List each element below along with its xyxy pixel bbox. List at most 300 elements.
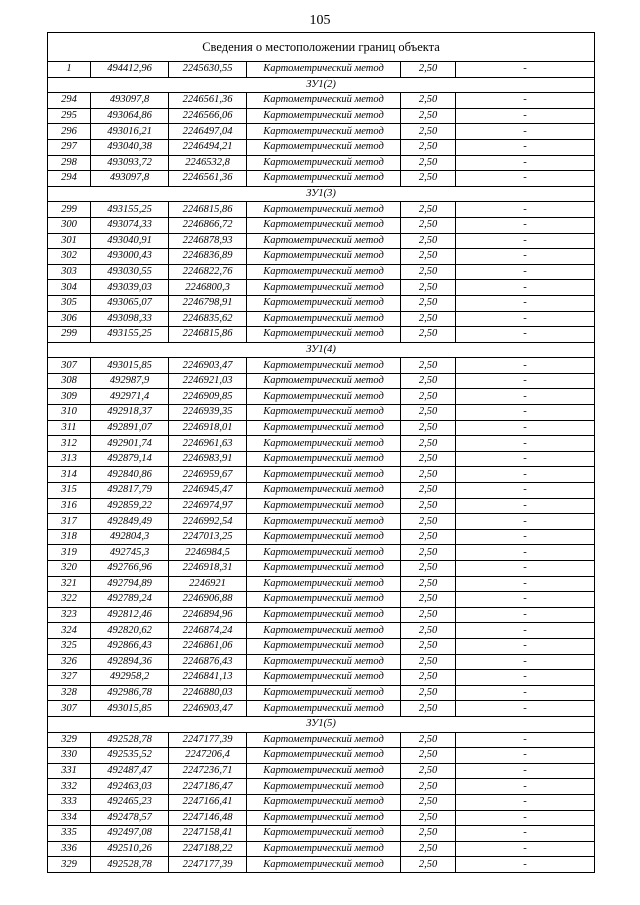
accuracy-cell: 2,50 — [401, 311, 456, 327]
accuracy-cell: 2,50 — [401, 93, 456, 109]
coord-y-cell: 2246497,04 — [169, 124, 247, 140]
point-number-cell: 335 — [48, 826, 91, 842]
coord-x-cell: 493039,03 — [91, 280, 169, 296]
description-cell: - — [456, 264, 595, 280]
point-number-cell: 323 — [48, 607, 91, 623]
section-header-row — [48, 186, 595, 202]
coord-y-cell: 2246822,76 — [169, 264, 247, 280]
table-row — [48, 685, 595, 701]
method-cell: Картометрический метод — [247, 561, 401, 577]
method-cell: Картометрический метод — [247, 202, 401, 218]
table-title: Сведения о местоположении границ объекта — [48, 33, 595, 62]
section-header-row — [48, 716, 595, 732]
description-cell: - — [456, 327, 595, 343]
accuracy-cell: 2,50 — [401, 607, 456, 623]
coord-y-cell: 2246921,03 — [169, 373, 247, 389]
coord-y-cell: 2246983,91 — [169, 451, 247, 467]
description-cell: - — [456, 514, 595, 530]
point-number-cell: 334 — [48, 810, 91, 826]
description-cell: - — [456, 155, 595, 171]
coord-x-cell: 493015,85 — [91, 358, 169, 374]
coord-y-cell: 2246800,3 — [169, 280, 247, 296]
accuracy-cell: 2,50 — [401, 405, 456, 421]
description-cell: - — [456, 638, 595, 654]
description-cell: - — [456, 545, 595, 561]
method-cell: Картометрический метод — [247, 514, 401, 530]
point-number-cell: 329 — [48, 857, 91, 873]
point-number-cell: 307 — [48, 701, 91, 717]
description-cell: - — [456, 62, 595, 78]
accuracy-cell: 2,50 — [401, 373, 456, 389]
method-cell: Картометрический метод — [247, 139, 401, 155]
accuracy-cell: 2,50 — [401, 498, 456, 514]
coord-y-cell: 2247236,71 — [169, 763, 247, 779]
point-number-cell: 318 — [48, 529, 91, 545]
coord-y-cell: 2246841,13 — [169, 670, 247, 686]
coord-x-cell: 492463,03 — [91, 779, 169, 795]
coord-x-cell: 493155,25 — [91, 327, 169, 343]
description-cell: - — [456, 794, 595, 810]
method-cell: Картометрический метод — [247, 529, 401, 545]
description-cell: - — [456, 451, 595, 467]
table-row — [48, 202, 595, 218]
description-cell: - — [456, 592, 595, 608]
accuracy-cell: 2,50 — [401, 561, 456, 577]
table-row — [48, 124, 595, 140]
description-cell: - — [456, 373, 595, 389]
point-number-cell: 311 — [48, 420, 91, 436]
table-row — [48, 748, 595, 764]
coord-x-cell: 493065,07 — [91, 295, 169, 311]
accuracy-cell: 2,50 — [401, 514, 456, 530]
coord-y-cell: 2246874,24 — [169, 623, 247, 639]
point-number-cell: 333 — [48, 794, 91, 810]
coord-x-cell: 492820,62 — [91, 623, 169, 639]
description-cell: - — [456, 467, 595, 483]
description-cell: - — [456, 358, 595, 374]
method-cell: Картометрический метод — [247, 124, 401, 140]
table-row — [48, 93, 595, 109]
point-number-cell: 305 — [48, 295, 91, 311]
description-cell: - — [456, 389, 595, 405]
description-cell: - — [456, 654, 595, 670]
point-number-cell: 313 — [48, 451, 91, 467]
coord-y-cell: 2247206,4 — [169, 748, 247, 764]
table-row — [48, 857, 595, 873]
table-row — [48, 545, 595, 561]
coord-x-cell: 494412,96 — [91, 62, 169, 78]
accuracy-cell: 2,50 — [401, 483, 456, 499]
coord-x-cell: 492986,78 — [91, 685, 169, 701]
method-cell: Картометрический метод — [247, 436, 401, 452]
table-row — [48, 249, 595, 265]
point-number-cell: 317 — [48, 514, 91, 530]
coord-y-cell: 2247013,25 — [169, 529, 247, 545]
table-row — [48, 295, 595, 311]
coord-x-cell: 492891,07 — [91, 420, 169, 436]
accuracy-cell: 2,50 — [401, 108, 456, 124]
coord-y-cell: 2246878,93 — [169, 233, 247, 249]
accuracy-cell: 2,50 — [401, 280, 456, 296]
point-number-cell: 330 — [48, 748, 91, 764]
table-row — [48, 373, 595, 389]
accuracy-cell: 2,50 — [401, 420, 456, 436]
point-number-cell: 302 — [48, 249, 91, 265]
accuracy-cell: 2,50 — [401, 295, 456, 311]
method-cell: Картометрический метод — [247, 108, 401, 124]
coord-y-cell: 2246494,21 — [169, 139, 247, 155]
coord-y-cell: 2246959,67 — [169, 467, 247, 483]
method-cell: Картометрический метод — [247, 638, 401, 654]
method-cell: Картометрический метод — [247, 810, 401, 826]
method-cell: Картометрический метод — [247, 545, 401, 561]
coord-y-cell: 2246984,5 — [169, 545, 247, 561]
coord-x-cell: 492478,57 — [91, 810, 169, 826]
table-row — [48, 654, 595, 670]
method-cell: Картометрический метод — [247, 389, 401, 405]
coord-y-cell: 2247146,48 — [169, 810, 247, 826]
coord-y-cell: 2246918,01 — [169, 420, 247, 436]
method-cell: Картометрический метод — [247, 483, 401, 499]
description-cell: - — [456, 436, 595, 452]
point-number-cell: 299 — [48, 327, 91, 343]
description-cell: - — [456, 124, 595, 140]
accuracy-cell: 2,50 — [401, 202, 456, 218]
section-header-row — [48, 77, 595, 93]
accuracy-cell: 2,50 — [401, 529, 456, 545]
table-row — [48, 155, 595, 171]
method-cell: Картометрический метод — [247, 841, 401, 857]
accuracy-cell: 2,50 — [401, 233, 456, 249]
description-cell: - — [456, 763, 595, 779]
point-number-cell: 304 — [48, 280, 91, 296]
method-cell: Картометрический метод — [247, 249, 401, 265]
point-number-cell: 294 — [48, 93, 91, 109]
method-cell: Картометрический метод — [247, 93, 401, 109]
coord-x-cell: 493015,85 — [91, 701, 169, 717]
accuracy-cell: 2,50 — [401, 62, 456, 78]
table-row — [48, 264, 595, 280]
coord-x-cell: 493074,33 — [91, 217, 169, 233]
accuracy-cell: 2,50 — [401, 701, 456, 717]
coord-y-cell: 2246876,43 — [169, 654, 247, 670]
coord-x-cell: 492866,43 — [91, 638, 169, 654]
accuracy-cell: 2,50 — [401, 732, 456, 748]
description-cell: - — [456, 108, 595, 124]
point-number-cell: 294 — [48, 171, 91, 187]
accuracy-cell: 2,50 — [401, 139, 456, 155]
method-cell: Картометрический метод — [247, 607, 401, 623]
method-cell: Картометрический метод — [247, 217, 401, 233]
description-cell: - — [456, 93, 595, 109]
coord-x-cell: 493064,86 — [91, 108, 169, 124]
method-cell: Картометрический метод — [247, 576, 401, 592]
point-number-cell: 296 — [48, 124, 91, 140]
point-number-cell: 328 — [48, 685, 91, 701]
coord-y-cell: 2246880,03 — [169, 685, 247, 701]
coord-y-cell: 2247158,41 — [169, 826, 247, 842]
coord-y-cell: 2246961,63 — [169, 436, 247, 452]
method-cell: Картометрический метод — [247, 295, 401, 311]
description-cell: - — [456, 561, 595, 577]
accuracy-cell: 2,50 — [401, 249, 456, 265]
method-cell: Картометрический метод — [247, 701, 401, 717]
method-cell: Картометрический метод — [247, 311, 401, 327]
table-row — [48, 311, 595, 327]
method-cell: Картометрический метод — [247, 794, 401, 810]
coord-x-cell: 493040,38 — [91, 139, 169, 155]
table-row — [48, 171, 595, 187]
method-cell: Картометрический метод — [247, 358, 401, 374]
method-cell: Картометрический метод — [247, 732, 401, 748]
table-row — [48, 405, 595, 421]
coord-x-cell: 493097,8 — [91, 93, 169, 109]
description-cell: - — [456, 420, 595, 436]
section-label: ЗУ1(3) — [48, 186, 595, 202]
point-number-cell: 332 — [48, 779, 91, 795]
point-number-cell: 319 — [48, 545, 91, 561]
coord-x-cell: 492487,47 — [91, 763, 169, 779]
description-cell: - — [456, 280, 595, 296]
method-cell: Картометрический метод — [247, 264, 401, 280]
coord-x-cell: 492528,78 — [91, 857, 169, 873]
accuracy-cell: 2,50 — [401, 576, 456, 592]
table-row — [48, 280, 595, 296]
coord-y-cell: 2246918,31 — [169, 561, 247, 577]
coord-x-cell: 492812,46 — [91, 607, 169, 623]
table-row — [48, 514, 595, 530]
description-cell: - — [456, 233, 595, 249]
coord-x-cell: 492465,23 — [91, 794, 169, 810]
coord-x-cell: 493093,72 — [91, 155, 169, 171]
accuracy-cell: 2,50 — [401, 623, 456, 639]
accuracy-cell: 2,50 — [401, 155, 456, 171]
description-cell: - — [456, 826, 595, 842]
description-cell: - — [456, 295, 595, 311]
coord-x-cell: 492794,89 — [91, 576, 169, 592]
coord-x-cell: 492840,86 — [91, 467, 169, 483]
description-cell: - — [456, 576, 595, 592]
coord-y-cell: 2247188,22 — [169, 841, 247, 857]
coord-y-cell: 2246894,96 — [169, 607, 247, 623]
section-label: ЗУ1(5) — [48, 716, 595, 732]
point-number-cell: 303 — [48, 264, 91, 280]
table-row — [48, 389, 595, 405]
description-cell: - — [456, 202, 595, 218]
table-row — [48, 327, 595, 343]
accuracy-cell: 2,50 — [401, 826, 456, 842]
coord-y-cell: 2246906,88 — [169, 592, 247, 608]
coord-y-cell: 2246798,91 — [169, 295, 247, 311]
accuracy-cell: 2,50 — [401, 638, 456, 654]
point-number-cell: 336 — [48, 841, 91, 857]
table-title-row — [48, 33, 595, 62]
coord-x-cell: 492987,9 — [91, 373, 169, 389]
coord-y-cell: 2246835,62 — [169, 311, 247, 327]
coord-y-cell: 2245630,55 — [169, 62, 247, 78]
description-cell: - — [456, 217, 595, 233]
table-row — [48, 139, 595, 155]
coord-y-cell: 2246903,47 — [169, 701, 247, 717]
coord-y-cell: 2246909,85 — [169, 389, 247, 405]
accuracy-cell: 2,50 — [401, 779, 456, 795]
table-row — [48, 623, 595, 639]
method-cell: Картометрический метод — [247, 233, 401, 249]
point-number-cell: 297 — [48, 139, 91, 155]
method-cell: Картометрический метод — [247, 467, 401, 483]
accuracy-cell: 2,50 — [401, 171, 456, 187]
method-cell: Картометрический метод — [247, 280, 401, 296]
method-cell: Картометрический метод — [247, 623, 401, 639]
point-number-cell: 308 — [48, 373, 91, 389]
coord-y-cell: 2247166,41 — [169, 794, 247, 810]
method-cell: Картометрический метод — [247, 327, 401, 343]
table-row — [48, 841, 595, 857]
coord-y-cell: 2246939,35 — [169, 405, 247, 421]
description-cell: - — [456, 249, 595, 265]
point-number-cell: 299 — [48, 202, 91, 218]
coord-x-cell: 492971,4 — [91, 389, 169, 405]
coord-x-cell: 492817,79 — [91, 483, 169, 499]
coord-x-cell: 492745,3 — [91, 545, 169, 561]
point-number-cell: 326 — [48, 654, 91, 670]
description-cell: - — [456, 498, 595, 514]
coord-y-cell: 2246921 — [169, 576, 247, 592]
accuracy-cell: 2,50 — [401, 748, 456, 764]
table-row — [48, 108, 595, 124]
table-row — [48, 576, 595, 592]
table-row — [48, 810, 595, 826]
coord-x-cell: 493016,21 — [91, 124, 169, 140]
table-row — [48, 62, 595, 78]
table-row — [48, 701, 595, 717]
coord-x-cell: 492901,74 — [91, 436, 169, 452]
description-cell: - — [456, 139, 595, 155]
point-number-cell: 316 — [48, 498, 91, 514]
point-number-cell: 327 — [48, 670, 91, 686]
accuracy-cell: 2,50 — [401, 810, 456, 826]
table-row — [48, 732, 595, 748]
accuracy-cell: 2,50 — [401, 763, 456, 779]
accuracy-cell: 2,50 — [401, 794, 456, 810]
page-number: 105 — [309, 13, 331, 28]
coord-y-cell: 2246861,06 — [169, 638, 247, 654]
coord-x-cell: 492958,2 — [91, 670, 169, 686]
coord-x-cell: 493097,8 — [91, 171, 169, 187]
point-number-cell: 324 — [48, 623, 91, 639]
table-row — [48, 217, 595, 233]
point-number-cell: 298 — [48, 155, 91, 171]
description-cell: - — [456, 779, 595, 795]
method-cell: Картометрический метод — [247, 62, 401, 78]
coord-x-cell: 492510,26 — [91, 841, 169, 857]
coord-x-cell: 493098,33 — [91, 311, 169, 327]
method-cell: Картометрический метод — [247, 451, 401, 467]
table-row — [48, 794, 595, 810]
description-cell: - — [456, 748, 595, 764]
coord-y-cell: 2247177,39 — [169, 732, 247, 748]
table-row — [48, 763, 595, 779]
point-number-cell: 315 — [48, 483, 91, 499]
table-row — [48, 529, 595, 545]
method-cell: Картометрический метод — [247, 405, 401, 421]
method-cell: Картометрический метод — [247, 654, 401, 670]
point-number-cell: 322 — [48, 592, 91, 608]
description-cell: - — [456, 670, 595, 686]
accuracy-cell: 2,50 — [401, 670, 456, 686]
description-cell: - — [456, 732, 595, 748]
description-cell: - — [456, 810, 595, 826]
accuracy-cell: 2,50 — [401, 592, 456, 608]
method-cell: Картометрический метод — [247, 592, 401, 608]
coord-y-cell: 2247177,39 — [169, 857, 247, 873]
coord-x-cell: 492789,24 — [91, 592, 169, 608]
coord-x-cell: 492859,22 — [91, 498, 169, 514]
coord-x-cell: 493040,91 — [91, 233, 169, 249]
accuracy-cell: 2,50 — [401, 467, 456, 483]
coord-x-cell: 492879,14 — [91, 451, 169, 467]
coord-y-cell: 2246945,47 — [169, 483, 247, 499]
accuracy-cell: 2,50 — [401, 545, 456, 561]
coord-x-cell: 493155,25 — [91, 202, 169, 218]
boundary-coordinates-table — [47, 32, 595, 873]
accuracy-cell: 2,50 — [401, 654, 456, 670]
coord-x-cell: 492804,3 — [91, 529, 169, 545]
accuracy-cell: 2,50 — [401, 841, 456, 857]
coord-x-cell: 492849,49 — [91, 514, 169, 530]
description-cell: - — [456, 841, 595, 857]
coord-y-cell: 2246561,36 — [169, 171, 247, 187]
method-cell: Картометрический метод — [247, 779, 401, 795]
coord-x-cell: 492894,36 — [91, 654, 169, 670]
table-row — [48, 233, 595, 249]
description-cell: - — [456, 483, 595, 499]
description-cell: - — [456, 607, 595, 623]
table-row — [48, 436, 595, 452]
method-cell: Картометрический метод — [247, 373, 401, 389]
description-cell: - — [456, 311, 595, 327]
table-row — [48, 592, 595, 608]
description-cell: - — [456, 529, 595, 545]
accuracy-cell: 2,50 — [401, 451, 456, 467]
coord-y-cell: 2246836,89 — [169, 249, 247, 265]
point-number-cell: 295 — [48, 108, 91, 124]
table-row — [48, 670, 595, 686]
method-cell: Картометрический метод — [247, 826, 401, 842]
point-number-cell: 309 — [48, 389, 91, 405]
coord-x-cell: 492766,96 — [91, 561, 169, 577]
coord-y-cell: 2247186,47 — [169, 779, 247, 795]
accuracy-cell: 2,50 — [401, 685, 456, 701]
point-number-cell: 321 — [48, 576, 91, 592]
table-row — [48, 826, 595, 842]
coord-y-cell: 2246992,54 — [169, 514, 247, 530]
table-row — [48, 607, 595, 623]
table-row — [48, 358, 595, 374]
point-number-cell: 331 — [48, 763, 91, 779]
coord-x-cell: 492535,52 — [91, 748, 169, 764]
coord-y-cell: 2246815,86 — [169, 202, 247, 218]
table-row — [48, 420, 595, 436]
method-cell: Картометрический метод — [247, 670, 401, 686]
accuracy-cell: 2,50 — [401, 436, 456, 452]
coord-y-cell: 2246561,36 — [169, 93, 247, 109]
accuracy-cell: 2,50 — [401, 327, 456, 343]
method-cell: Картометрический метод — [247, 155, 401, 171]
accuracy-cell: 2,50 — [401, 389, 456, 405]
point-number-cell: 329 — [48, 732, 91, 748]
point-number-cell: 301 — [48, 233, 91, 249]
